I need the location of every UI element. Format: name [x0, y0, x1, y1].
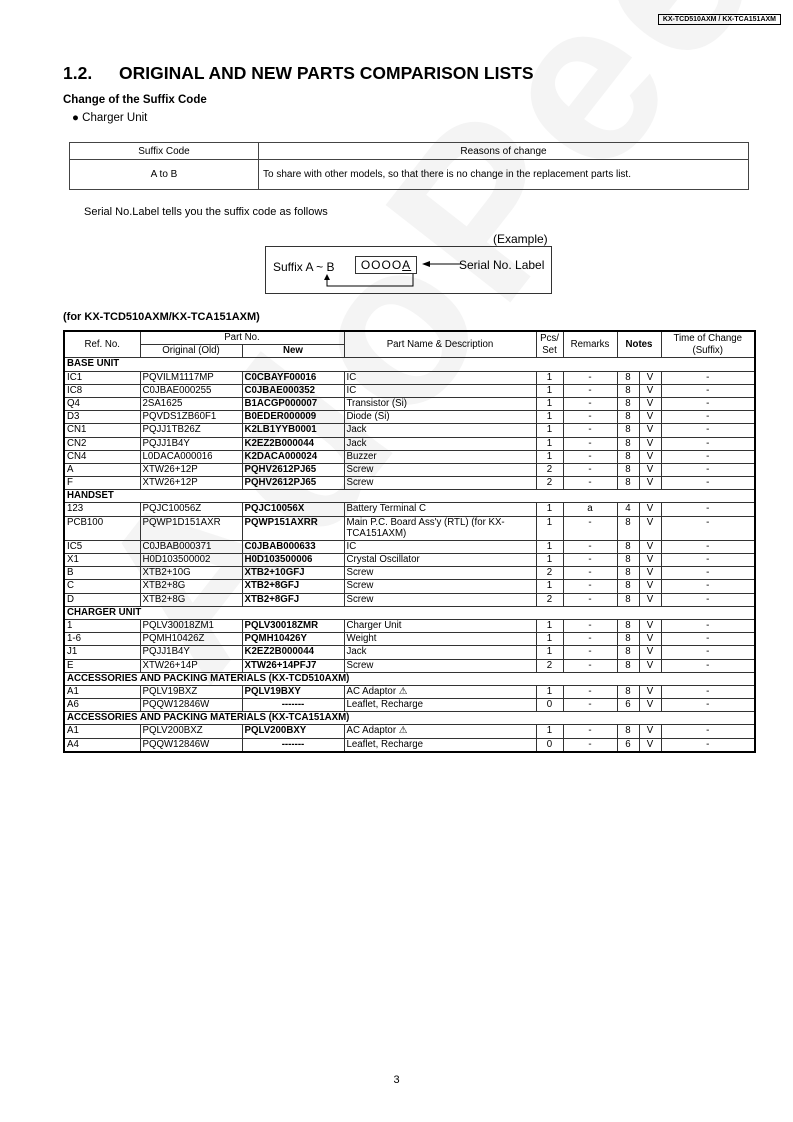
- time-of-change-cell: -: [661, 659, 755, 672]
- new-part-cell: B1ACGP000007: [242, 397, 344, 410]
- notes-flag-cell: V: [639, 450, 661, 463]
- new-part-cell: C0JBAE000352: [242, 384, 344, 397]
- remarks-cell: -: [563, 371, 617, 384]
- remarks-cell: -: [563, 437, 617, 450]
- remarks-header: Remarks: [563, 331, 617, 358]
- notes-cell: 8: [617, 646, 639, 659]
- notes-flag-cell: V: [639, 477, 661, 490]
- new-part-cell: PQMH10426Y: [242, 633, 344, 646]
- table-row: [64, 450, 755, 463]
- original-header: Original (Old): [140, 345, 242, 358]
- ref-no-cell: X1: [64, 554, 140, 567]
- ref-no-cell: 123: [64, 503, 140, 516]
- remarks-cell: -: [563, 540, 617, 553]
- pcs-set-cell: 1: [536, 725, 563, 738]
- time-of-change-cell: -: [661, 580, 755, 593]
- pcs-set-header: Pcs/ Set: [536, 331, 563, 358]
- remarks-cell: -: [563, 463, 617, 476]
- table-row: [64, 567, 755, 580]
- example-serial-label: Serial No. Label: [459, 258, 545, 272]
- time-of-change-cell: -: [661, 463, 755, 476]
- original-part-cell: C0JBAE000255: [140, 384, 242, 397]
- time-of-change-cell: -: [661, 725, 755, 738]
- notes-cell: 8: [617, 633, 639, 646]
- section-title: [63, 63, 534, 84]
- original-part-cell: PQLV19BXZ: [140, 685, 242, 698]
- original-part-cell: PQLV200BXZ: [140, 725, 242, 738]
- new-part-cell: PQLV200BXY: [242, 725, 344, 738]
- original-part-cell: PQWP1D151AXR: [140, 516, 242, 540]
- original-part-cell: PQJC10056Z: [140, 503, 242, 516]
- original-part-cell: PQQW12846W: [140, 738, 242, 752]
- new-part-cell: XTB2+8GFJ: [242, 593, 344, 606]
- original-part-cell: XTB2+8G: [140, 580, 242, 593]
- time-of-change-cell: -: [661, 633, 755, 646]
- notes-flag-cell: V: [639, 516, 661, 540]
- notes-flag-cell: V: [639, 371, 661, 384]
- part-name-cell: Jack: [344, 646, 536, 659]
- time-of-change-cell: -: [661, 699, 755, 712]
- example-suffix-text: Suffix A ~ B: [273, 260, 335, 274]
- original-part-cell: XTB2+8G: [140, 593, 242, 606]
- arrow-up-icon: [324, 274, 330, 280]
- part-name-cell: Battery Terminal C: [344, 503, 536, 516]
- original-part-cell: PQLV30018ZM1: [140, 619, 242, 632]
- notes-cell: 8: [617, 450, 639, 463]
- pcs-set-cell: 0: [536, 699, 563, 712]
- reasons-header: Reasons of change: [259, 143, 749, 160]
- suffix-change-table: [69, 142, 749, 190]
- remarks-cell: -: [563, 699, 617, 712]
- part-name-cell: Buzzer: [344, 450, 536, 463]
- ref-no-cell: CN2: [64, 437, 140, 450]
- section-title-cell: HANDSET: [64, 490, 755, 503]
- part-name-cell: Screw: [344, 463, 536, 476]
- ref-no-cell: CN4: [64, 450, 140, 463]
- time-of-change-cell: -: [661, 384, 755, 397]
- remarks-cell: -: [563, 646, 617, 659]
- remarks-cell: -: [563, 725, 617, 738]
- table-row: [64, 463, 755, 476]
- original-part-cell: 2SA1625: [140, 397, 242, 410]
- notes-flag-cell: V: [639, 384, 661, 397]
- table-row: [64, 384, 755, 397]
- new-part-cell: PQHV2612PJ65: [242, 463, 344, 476]
- notes-cell: 8: [617, 567, 639, 580]
- ref-no-cell: A4: [64, 738, 140, 752]
- remarks-cell: -: [563, 397, 617, 410]
- table-row: [64, 619, 755, 632]
- time-of-change-cell: -: [661, 516, 755, 540]
- new-part-cell: -------: [242, 738, 344, 752]
- ref-no-header: Ref. No.: [64, 331, 140, 358]
- pcs-set-cell: 1: [536, 411, 563, 424]
- pcs-set-cell: 1: [536, 633, 563, 646]
- notes-cell: 6: [617, 699, 639, 712]
- ref-no-cell: A1: [64, 725, 140, 738]
- remarks-cell: -: [563, 685, 617, 698]
- pcs-set-cell: 1: [536, 619, 563, 632]
- time-of-change-cell: -: [661, 554, 755, 567]
- part-name-cell: Screw: [344, 659, 536, 672]
- original-part-cell: XTW26+14P: [140, 659, 242, 672]
- pcs-set-cell: 1: [536, 397, 563, 410]
- table-row: [64, 646, 755, 659]
- table-row: [64, 593, 755, 606]
- ref-no-cell: D: [64, 593, 140, 606]
- new-part-cell: K2EZ2B000044: [242, 437, 344, 450]
- time-of-change-cell: -: [661, 685, 755, 698]
- example-label: (Example): [493, 232, 548, 246]
- remarks-cell: -: [563, 554, 617, 567]
- table-row: [64, 371, 755, 384]
- time-of-change-cell: -: [661, 437, 755, 450]
- ref-no-cell: J1: [64, 646, 140, 659]
- pcs-set-cell: 1: [536, 646, 563, 659]
- notes-header: Notes: [617, 331, 661, 358]
- notes-flag-cell: V: [639, 554, 661, 567]
- pcs-set-cell: 2: [536, 567, 563, 580]
- table-row: [64, 540, 755, 553]
- original-part-cell: PQJJ1TB26Z: [140, 424, 242, 437]
- part-name-cell: IC: [344, 540, 536, 553]
- pcs-set-cell: 1: [536, 384, 563, 397]
- serial-label-example: [265, 246, 552, 294]
- pcs-set-cell: 1: [536, 685, 563, 698]
- new-part-cell: H0D103500006: [242, 554, 344, 567]
- ref-no-cell: IC1: [64, 371, 140, 384]
- pcs-set-cell: 2: [536, 463, 563, 476]
- table-row: [64, 580, 755, 593]
- pcs-set-cell: 1: [536, 540, 563, 553]
- parts-table-body: [64, 358, 755, 752]
- notes-flag-cell: V: [639, 593, 661, 606]
- suffix-code-cell: A to B: [70, 160, 259, 190]
- time-of-change-cell: -: [661, 397, 755, 410]
- part-name-cell: Jack: [344, 437, 536, 450]
- notes-cell: 8: [617, 371, 639, 384]
- part-name-cell: Screw: [344, 580, 536, 593]
- time-of-change-cell: -: [661, 567, 755, 580]
- time-of-change-cell: -: [661, 738, 755, 752]
- notes-flag-cell: V: [639, 685, 661, 698]
- ref-no-cell: Q4: [64, 397, 140, 410]
- notes-cell: 8: [617, 619, 639, 632]
- new-part-cell: XTW26+14PFJ7: [242, 659, 344, 672]
- notes-flag-cell: V: [639, 540, 661, 553]
- section-row: [64, 358, 755, 371]
- time-of-change-cell: -: [661, 371, 755, 384]
- original-part-cell: PQVDS1ZB60F1: [140, 411, 242, 424]
- new-part-cell: C0JBAB000633: [242, 540, 344, 553]
- remarks-cell: -: [563, 580, 617, 593]
- ref-no-cell: F: [64, 477, 140, 490]
- ref-no-cell: A6: [64, 699, 140, 712]
- ref-no-cell: B: [64, 567, 140, 580]
- ref-no-cell: 1-6: [64, 633, 140, 646]
- table-row: [64, 699, 755, 712]
- time-of-change-cell: -: [661, 424, 755, 437]
- section-title-cell: CHARGER UNIT: [64, 606, 755, 619]
- section-title-cell: ACCESSORIES AND PACKING MATERIALS (KX-TCA151AXM): [64, 712, 755, 725]
- original-part-cell: XTW26+12P: [140, 463, 242, 476]
- section-row: [64, 672, 755, 685]
- remarks-cell: -: [563, 593, 617, 606]
- notes-flag-cell: V: [639, 424, 661, 437]
- new-part-cell: PQLV19BXY: [242, 685, 344, 698]
- table-row: [64, 516, 755, 540]
- original-part-cell: L0DACA000016: [140, 450, 242, 463]
- part-name-cell: Leaflet, Recharge: [344, 738, 536, 752]
- notes-flag-cell: V: [639, 619, 661, 632]
- new-part-cell: K2EZ2B000044: [242, 646, 344, 659]
- suffix-code-header: Suffix Code: [70, 143, 259, 160]
- remarks-cell: a: [563, 503, 617, 516]
- ref-no-cell: D3: [64, 411, 140, 424]
- page-number: 3: [393, 1074, 400, 1086]
- pcs-set-cell: 1: [536, 503, 563, 516]
- new-part-cell: PQLV30018ZMR: [242, 619, 344, 632]
- table-row: [64, 477, 755, 490]
- suffix-subheading: Change of the Suffix Code: [63, 94, 207, 106]
- arrow-head-icon: [422, 261, 430, 267]
- ref-no-cell: PCB100: [64, 516, 140, 540]
- notes-cell: 8: [617, 593, 639, 606]
- section-number: 1.2.: [63, 63, 93, 83]
- part-name-cell: AC Adaptor ⚠: [344, 685, 536, 698]
- part-name-cell: AC Adaptor ⚠: [344, 725, 536, 738]
- notes-flag-cell: V: [639, 463, 661, 476]
- table-row: [64, 685, 755, 698]
- notes-cell: 8: [617, 685, 639, 698]
- ref-no-cell: IC8: [64, 384, 140, 397]
- model-badge: KX-TCD510AXM / KX-TCA151AXM: [658, 14, 781, 25]
- ref-no-cell: A: [64, 463, 140, 476]
- reason-cell: To share with other models, so that there is no change in the replacement parts list.: [259, 160, 749, 190]
- time-of-change-cell: -: [661, 593, 755, 606]
- notes-cell: 8: [617, 659, 639, 672]
- original-part-cell: PQJJ1B4Y: [140, 646, 242, 659]
- pcs-set-cell: 1: [536, 424, 563, 437]
- time-of-change-cell: -: [661, 540, 755, 553]
- new-part-cell: PQHV2612PJ65: [242, 477, 344, 490]
- part-no-header: Part No.: [140, 331, 344, 345]
- part-name-cell: Diode (Si): [344, 411, 536, 424]
- part-name-cell: Main P.C. Board Ass'y (RTL) (for KX-TCA151AXM): [344, 516, 536, 540]
- ref-no-cell: E: [64, 659, 140, 672]
- part-name-cell: Transistor (Si): [344, 397, 536, 410]
- table-row: [64, 659, 755, 672]
- notes-flag-cell: V: [639, 580, 661, 593]
- new-part-cell: K2DACA000024: [242, 450, 344, 463]
- pcs-set-cell: 1: [536, 371, 563, 384]
- ref-no-cell: IC5: [64, 540, 140, 553]
- ref-no-cell: C: [64, 580, 140, 593]
- charger-unit-bullet: ● Charger Unit: [72, 112, 148, 124]
- remarks-cell: -: [563, 424, 617, 437]
- notes-flag-cell: V: [639, 633, 661, 646]
- time-of-change-header: Time of Change (Suffix): [661, 331, 755, 358]
- new-part-cell: B0EDER000009: [242, 411, 344, 424]
- ref-no-cell: A1: [64, 685, 140, 698]
- example-serial-code: [355, 256, 417, 274]
- part-name-cell: Screw: [344, 567, 536, 580]
- notes-flag-cell: V: [639, 699, 661, 712]
- notes-cell: 6: [617, 738, 639, 752]
- part-name-cell: IC: [344, 371, 536, 384]
- notes-flag-cell: V: [639, 725, 661, 738]
- example-code-prefix: OOOO: [360, 258, 403, 272]
- table-row: [64, 554, 755, 567]
- time-of-change-cell: -: [661, 477, 755, 490]
- pcs-set-cell: 1: [536, 450, 563, 463]
- remarks-cell: -: [563, 384, 617, 397]
- new-part-cell: C0CBAYF00016: [242, 371, 344, 384]
- time-of-change-cell: -: [661, 450, 755, 463]
- notes-flag-cell: V: [639, 659, 661, 672]
- part-name-cell: Leaflet, Recharge: [344, 699, 536, 712]
- notes-flag-cell: V: [639, 503, 661, 516]
- notes-flag-cell: V: [639, 567, 661, 580]
- notes-flag-cell: V: [639, 646, 661, 659]
- table-row: [64, 633, 755, 646]
- section-title-cell: ACCESSORIES AND PACKING MATERIALS (KX-TCD510AXM): [64, 672, 755, 685]
- serial-note: Serial No.Label tells you the suffix code as follows: [84, 206, 328, 218]
- pcs-set-cell: 0: [536, 738, 563, 752]
- original-part-cell: PQQW12846W: [140, 699, 242, 712]
- original-part-cell: C0JBAB000371: [140, 540, 242, 553]
- part-name-header: Part Name & Description: [344, 331, 536, 358]
- part-name-cell: Jack: [344, 424, 536, 437]
- remarks-cell: -: [563, 619, 617, 632]
- notes-cell: 8: [617, 384, 639, 397]
- notes-cell: 8: [617, 463, 639, 476]
- notes-cell: 8: [617, 580, 639, 593]
- table-row: [64, 397, 755, 410]
- new-part-cell: PQWP151AXRR: [242, 516, 344, 540]
- table-row: [64, 503, 755, 516]
- original-part-cell: PQVILM1117MP: [140, 371, 242, 384]
- remarks-cell: -: [563, 738, 617, 752]
- parts-comparison-table: [63, 330, 756, 753]
- table-row: [64, 424, 755, 437]
- new-part-cell: K2LB1YYB0001: [242, 424, 344, 437]
- notes-flag-cell: V: [639, 397, 661, 410]
- notes-cell: 8: [617, 397, 639, 410]
- notes-flag-cell: V: [639, 411, 661, 424]
- notes-cell: 8: [617, 554, 639, 567]
- part-name-cell: Crystal Oscillator: [344, 554, 536, 567]
- new-part-cell: XTB2+10GFJ: [242, 567, 344, 580]
- remarks-cell: -: [563, 633, 617, 646]
- section-row: [64, 606, 755, 619]
- pcs-set-cell: 1: [536, 554, 563, 567]
- notes-cell: 8: [617, 477, 639, 490]
- remarks-cell: -: [563, 659, 617, 672]
- original-part-cell: PQMH10426Z: [140, 633, 242, 646]
- example-code-suffix: A: [402, 258, 412, 272]
- table-row: [64, 411, 755, 424]
- notes-cell: 8: [617, 725, 639, 738]
- notes-cell: 4: [617, 503, 639, 516]
- section-title-text: ORIGINAL AND NEW PARTS COMPARISON LISTS: [119, 63, 534, 83]
- original-part-cell: XTW26+12P: [140, 477, 242, 490]
- pcs-set-cell: 1: [536, 437, 563, 450]
- notes-flag-cell: V: [639, 437, 661, 450]
- time-of-change-cell: -: [661, 646, 755, 659]
- notes-cell: 8: [617, 411, 639, 424]
- pcs-set-cell: 2: [536, 659, 563, 672]
- part-name-cell: Screw: [344, 477, 536, 490]
- remarks-cell: -: [563, 411, 617, 424]
- part-name-cell: Charger Unit: [344, 619, 536, 632]
- remarks-cell: -: [563, 477, 617, 490]
- notes-cell: 8: [617, 540, 639, 553]
- remarks-cell: -: [563, 567, 617, 580]
- table-row: [64, 738, 755, 752]
- new-part-cell: PQJC10056X: [242, 503, 344, 516]
- notes-cell: 8: [617, 424, 639, 437]
- parts-list-model-heading: (for KX-TCD510AXM/KX-TCA151AXM): [63, 311, 260, 323]
- section-row: [64, 712, 755, 725]
- time-of-change-cell: -: [661, 411, 755, 424]
- part-name-cell: IC: [344, 384, 536, 397]
- table-row: [64, 437, 755, 450]
- pcs-set-cell: 1: [536, 516, 563, 540]
- notes-cell: 8: [617, 516, 639, 540]
- part-name-cell: Weight: [344, 633, 536, 646]
- notes-flag-cell: V: [639, 738, 661, 752]
- new-part-cell: XTB2+8GFJ: [242, 580, 344, 593]
- section-title-cell: BASE UNIT: [64, 358, 755, 371]
- remarks-cell: -: [563, 516, 617, 540]
- pcs-set-cell: 2: [536, 593, 563, 606]
- original-part-cell: H0D103500002: [140, 554, 242, 567]
- original-part-cell: XTB2+10G: [140, 567, 242, 580]
- new-part-cell: -------: [242, 699, 344, 712]
- pcs-set-cell: 2: [536, 477, 563, 490]
- time-of-change-cell: -: [661, 619, 755, 632]
- new-header: New: [242, 345, 344, 358]
- remarks-cell: -: [563, 450, 617, 463]
- time-of-change-cell: -: [661, 503, 755, 516]
- ref-no-cell: 1: [64, 619, 140, 632]
- notes-cell: 8: [617, 437, 639, 450]
- section-row: [64, 490, 755, 503]
- table-row: [64, 725, 755, 738]
- original-part-cell: PQJJ1B4Y: [140, 437, 242, 450]
- ref-no-cell: CN1: [64, 424, 140, 437]
- part-name-cell: Screw: [344, 593, 536, 606]
- pcs-set-cell: 1: [536, 580, 563, 593]
